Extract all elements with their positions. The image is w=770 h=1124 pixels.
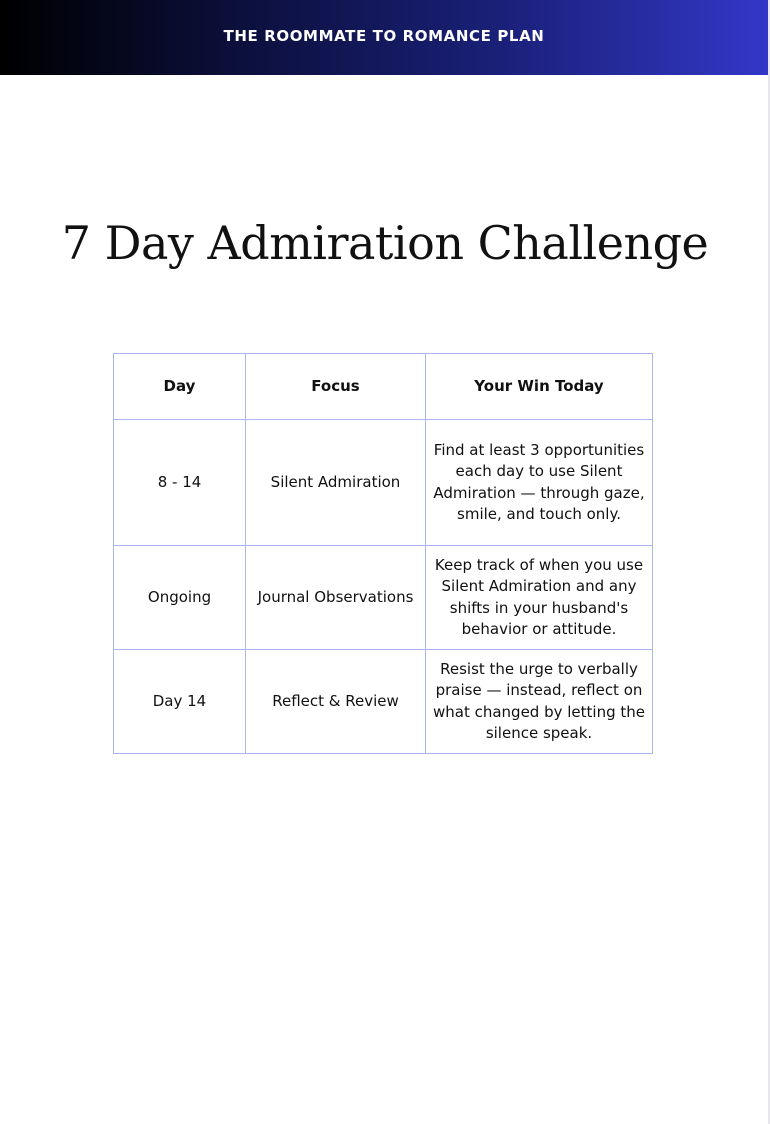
table-row [114,546,653,650]
column-header-win: Your Win Today [426,354,653,420]
cell-day: Day 14 [114,650,246,754]
page-title: 7 Day Admiration Challenge [61,216,709,270]
table-row [114,420,653,546]
cell-day: Ongoing [114,546,246,650]
table-header-row [114,354,653,420]
column-header-focus: Focus [246,354,426,420]
header-banner [0,0,768,75]
header-title: THE ROOMMATE TO ROMANCE PLAN [223,26,545,45]
cell-win: Find at least 3 opportunities each day to use Silent Admiration — through gaze, smile, and touch only. [426,420,653,546]
cell-win: Resist the urge to verbally praise — instead, reflect on what changed by letting the silence speak. [426,650,653,754]
cell-focus: Reflect & Review [246,650,426,754]
cell-focus: Journal Observations [246,546,426,650]
column-header-day: Day [114,354,246,420]
cell-focus: Silent Admiration [246,420,426,546]
cell-day: 8 - 14 [114,420,246,546]
challenge-table [113,353,653,754]
cell-win: Keep track of when you use Silent Admiration and any shifts in your husband's behavior or attitude. [426,546,653,650]
table-row [114,650,653,754]
